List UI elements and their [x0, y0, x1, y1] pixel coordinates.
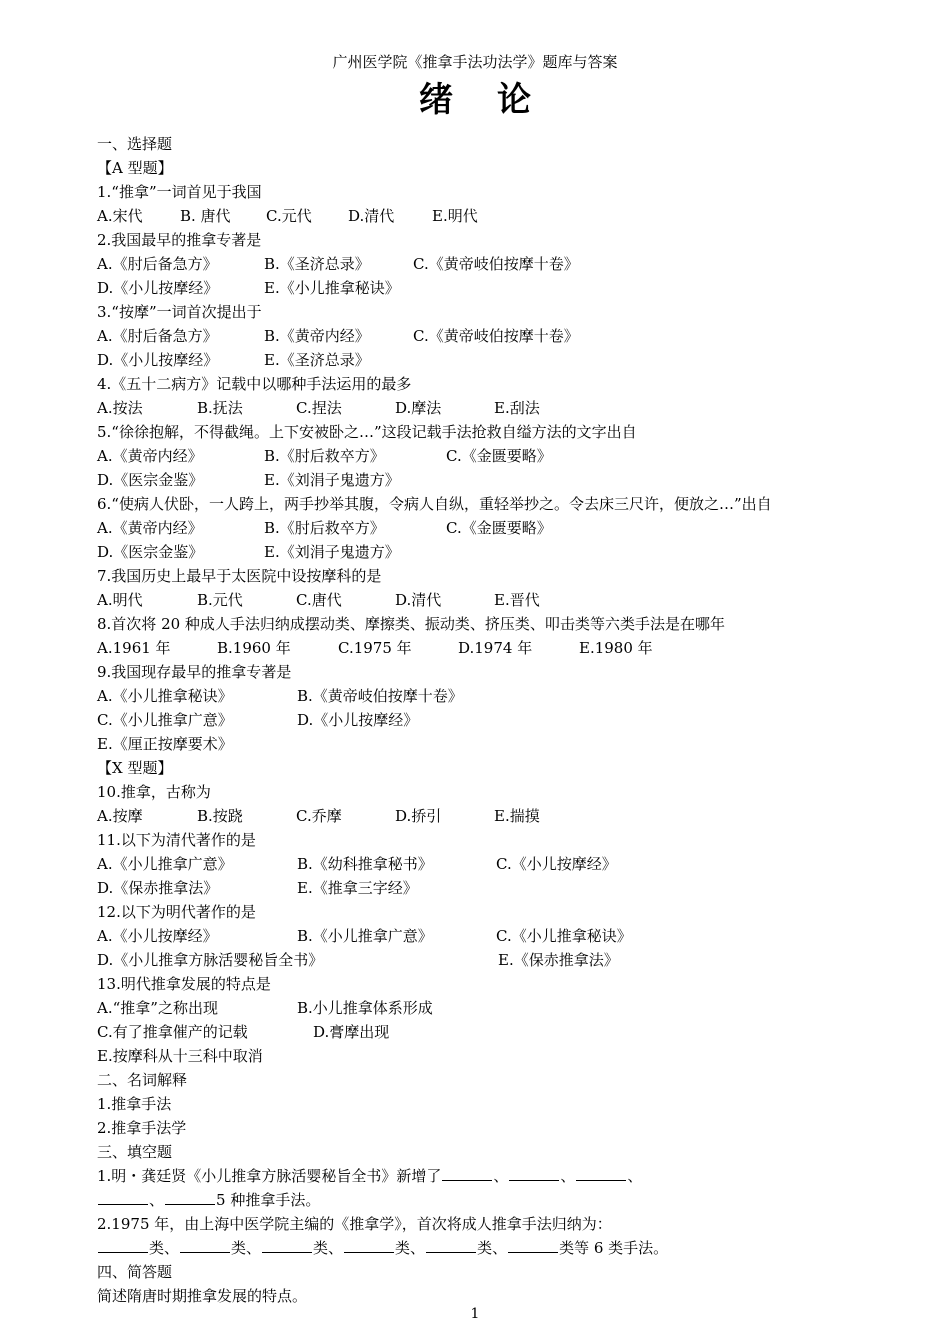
term-item: 1.推拿手法: [97, 1095, 172, 1113]
separator: 、: [149, 1191, 165, 1209]
option-a: A.《肘后备急方》: [97, 327, 218, 345]
option-d: D.《小儿按摩经》: [297, 711, 419, 729]
option-c: C.唐代: [296, 591, 342, 609]
option-d: D.1974 年: [458, 639, 533, 657]
fill-blank: [508, 1236, 558, 1253]
option-b: B. 唐代: [180, 207, 231, 225]
option-a: A.《黄帝内经》: [97, 519, 203, 537]
fill-blank: [165, 1188, 215, 1205]
option-row: [97, 924, 890, 948]
option-c: C.1975 年: [338, 639, 412, 657]
option-d: D.膏摩出现: [313, 1023, 390, 1041]
page-header: 广州医学院《推拿手法功法学》题库与答案: [332, 53, 618, 71]
question-stem: 8.首次将 20 种成人手法归纳成摆动类、摩擦类、振动类、挤压类、叩击类等六类手法是在哪年: [97, 615, 725, 633]
option-e: E.《刘涓子鬼遗方》: [264, 471, 400, 489]
separator: 、: [627, 1167, 643, 1185]
separator: 、: [493, 1167, 509, 1185]
fill-blank: [180, 1236, 230, 1253]
option-a: A.按法: [97, 399, 143, 417]
category-suffix: 类、: [395, 1239, 426, 1257]
question-stem: 1.“推拿”一词首见于我国: [97, 183, 262, 201]
question-type-label: 【A 型题】: [97, 159, 173, 177]
option-a: A.1961 年: [97, 639, 171, 657]
option-a: A.《小儿推拿广意》: [97, 855, 233, 873]
option-e: E.《厘正按摩要术》: [97, 735, 233, 753]
fill-question-cont: [97, 1236, 890, 1260]
fill-blank: [576, 1164, 626, 1181]
question-stem: 6.“使病人伏卧，一人跨上，两手抄举其腹，令病人自纵，重轻举抄之。令去床三尺许，便放之…”出自: [97, 495, 772, 513]
option-d: D.《医宗金鉴》: [97, 471, 204, 489]
option-d: D.《小儿按摩经》: [97, 351, 219, 369]
option-e: E.明代: [432, 207, 478, 225]
option-row: [97, 684, 890, 708]
option-row: [97, 1044, 890, 1068]
option-c: C.《小儿按摩经》: [496, 855, 617, 873]
document-body: [97, 132, 890, 1308]
fill-question: [97, 1164, 890, 1188]
option-row: [97, 540, 890, 564]
option-row: [97, 516, 890, 540]
option-c: C.《小儿推拿广意》: [97, 711, 233, 729]
option-b: B.《圣济总录》: [264, 255, 370, 273]
question-stem: 9.我国现存最早的推拿专著是: [97, 663, 292, 681]
option-a: A.明代: [97, 591, 143, 609]
option-c: C.《黄帝岐伯按摩十卷》: [413, 327, 579, 345]
option-row: [97, 732, 890, 756]
option-d: D.《小儿按摩经》: [97, 279, 219, 297]
question-stem: 5.“徐徐抱解，不得截绳。上下安被卧之…”这段记载手法抢救自缢方法的文字出自: [97, 423, 637, 441]
section-heading: 二、名词解释: [97, 1071, 188, 1089]
option-c: C.《金匮要略》: [446, 519, 552, 537]
option-d: D.摩法: [395, 399, 442, 417]
option-e: E.《保赤推拿法》: [498, 951, 619, 969]
option-c: C.《小儿推拿秘诀》: [496, 927, 632, 945]
fill-question: 2.1975 年，由上海中医学院主编的《推拿学》，首次将成人推拿手法归纳为：: [97, 1215, 612, 1233]
option-b: B.1960 年: [217, 639, 291, 657]
option-b: B.按跷: [197, 807, 243, 825]
option-a: A.“推拿”之称出现: [97, 999, 218, 1017]
question-stem: 10.推拿，古称为: [97, 783, 211, 801]
option-a: A.《黄帝内经》: [97, 447, 203, 465]
question-stem: 11.以下为清代著作的是: [97, 831, 256, 849]
fill-blank: [509, 1164, 559, 1181]
option-a: A.《肘后备急方》: [97, 255, 218, 273]
option-a: A.宋代: [97, 207, 143, 225]
option-e: E.1980 年: [579, 639, 653, 657]
option-e: E.《刘涓子鬼遗方》: [264, 543, 400, 561]
option-b: B.《黄帝岐伯按摩十卷》: [297, 687, 463, 705]
fill-text: 类等 6 类手法。: [559, 1239, 669, 1257]
option-row: [97, 996, 890, 1020]
option-a: A.《小儿推拿秘诀》: [97, 687, 233, 705]
option-e: E.《推拿三字经》: [297, 879, 418, 897]
category-suffix: 类、: [231, 1239, 262, 1257]
option-d: D.清代: [348, 207, 395, 225]
fill-blank: [262, 1236, 312, 1253]
option-row: [97, 1020, 890, 1044]
question-stem: 3.“按摩”一词首次提出于: [97, 303, 262, 321]
category-suffix: 类、: [313, 1239, 344, 1257]
option-row: [97, 636, 890, 660]
option-e: E.晋代: [494, 591, 540, 609]
option-row: [97, 852, 890, 876]
option-c: C.元代: [266, 207, 312, 225]
separator: 、: [560, 1167, 576, 1185]
option-b: B.元代: [197, 591, 243, 609]
option-c: C.《黄帝岐伯按摩十卷》: [413, 255, 579, 273]
fill-blank: [98, 1236, 148, 1253]
option-row: [97, 468, 890, 492]
option-row: [97, 588, 890, 612]
option-e: E.按摩科从十三科中取消: [97, 1047, 263, 1065]
section-heading: 三、填空题: [97, 1143, 173, 1161]
option-b: B.《小儿推拿广意》: [297, 927, 433, 945]
fill-blank: [344, 1236, 394, 1253]
option-e: E.刮法: [494, 399, 540, 417]
fill-blank: [426, 1236, 476, 1253]
option-d: D.《保赤推拿法》: [97, 879, 219, 897]
option-b: B.抚法: [197, 399, 243, 417]
essay-question: 简述隋唐时期推拿发展的特点。: [97, 1287, 308, 1305]
option-d: D.《小儿推拿方脉活婴秘旨全书》: [97, 951, 324, 969]
option-b: B.《肘后救卒方》: [264, 447, 385, 465]
section-heading: 四、简答题: [97, 1263, 173, 1281]
option-b: B.《肘后救卒方》: [264, 519, 385, 537]
fill-text: 1.明・龚廷贤《小儿推拿方脉活婴秘旨全书》新增了: [97, 1167, 442, 1185]
option-c: C.《金匮要略》: [446, 447, 552, 465]
page-title: 绪论: [419, 80, 575, 120]
option-row: [97, 948, 890, 972]
option-b: B.《黄帝内经》: [264, 327, 370, 345]
question-type-label: 【X 型题】: [97, 759, 173, 777]
question-stem: 4.《五十二病方》记载中以哪种手法运用的最多: [97, 375, 412, 393]
term-item: 2.推拿手法学: [97, 1119, 187, 1137]
option-c: C.有了推拿催产的记载: [97, 1023, 248, 1041]
fill-question-cont: [97, 1188, 890, 1212]
category-suffix: 类、: [477, 1239, 508, 1257]
fill-blank: [442, 1164, 492, 1181]
section-heading: 一、选择题: [97, 135, 173, 153]
option-d: D.清代: [395, 591, 442, 609]
option-b: B.《幼科推拿秘书》: [297, 855, 433, 873]
option-row: [97, 204, 890, 228]
option-row: [97, 444, 890, 468]
option-e: E.揣摸: [494, 807, 540, 825]
option-e: E.《小儿推拿秘诀》: [264, 279, 400, 297]
option-row: [97, 276, 890, 300]
question-stem: 13.明代推拿发展的特点是: [97, 975, 271, 993]
option-c: C.捏法: [296, 399, 342, 417]
option-d: D.《医宗金鉴》: [97, 543, 204, 561]
option-row: [97, 708, 890, 732]
option-row: [97, 348, 890, 372]
option-a: A.按摩: [97, 807, 143, 825]
option-row: [97, 804, 890, 828]
question-stem: 7.我国历史上最早于太医院中设按摩科的是: [97, 567, 382, 585]
option-row: [97, 324, 890, 348]
page-number: 1: [470, 1306, 480, 1322]
option-row: [97, 396, 890, 420]
question-stem: 2.我国最早的推拿专著是: [97, 231, 262, 249]
option-d: D.挢引: [395, 807, 442, 825]
fill-text: 5 种推拿手法。: [216, 1191, 321, 1209]
option-c: C.乔摩: [296, 807, 342, 825]
option-b: B.小儿推拿体系形成: [297, 999, 433, 1017]
category-suffix: 类、: [149, 1239, 180, 1257]
option-row: [97, 876, 890, 900]
question-stem: 12.以下为明代著作的是: [97, 903, 256, 921]
option-e: E.《圣济总录》: [264, 351, 370, 369]
option-row: [97, 252, 890, 276]
option-a: A.《小儿按摩经》: [97, 927, 218, 945]
fill-blank: [98, 1188, 148, 1205]
